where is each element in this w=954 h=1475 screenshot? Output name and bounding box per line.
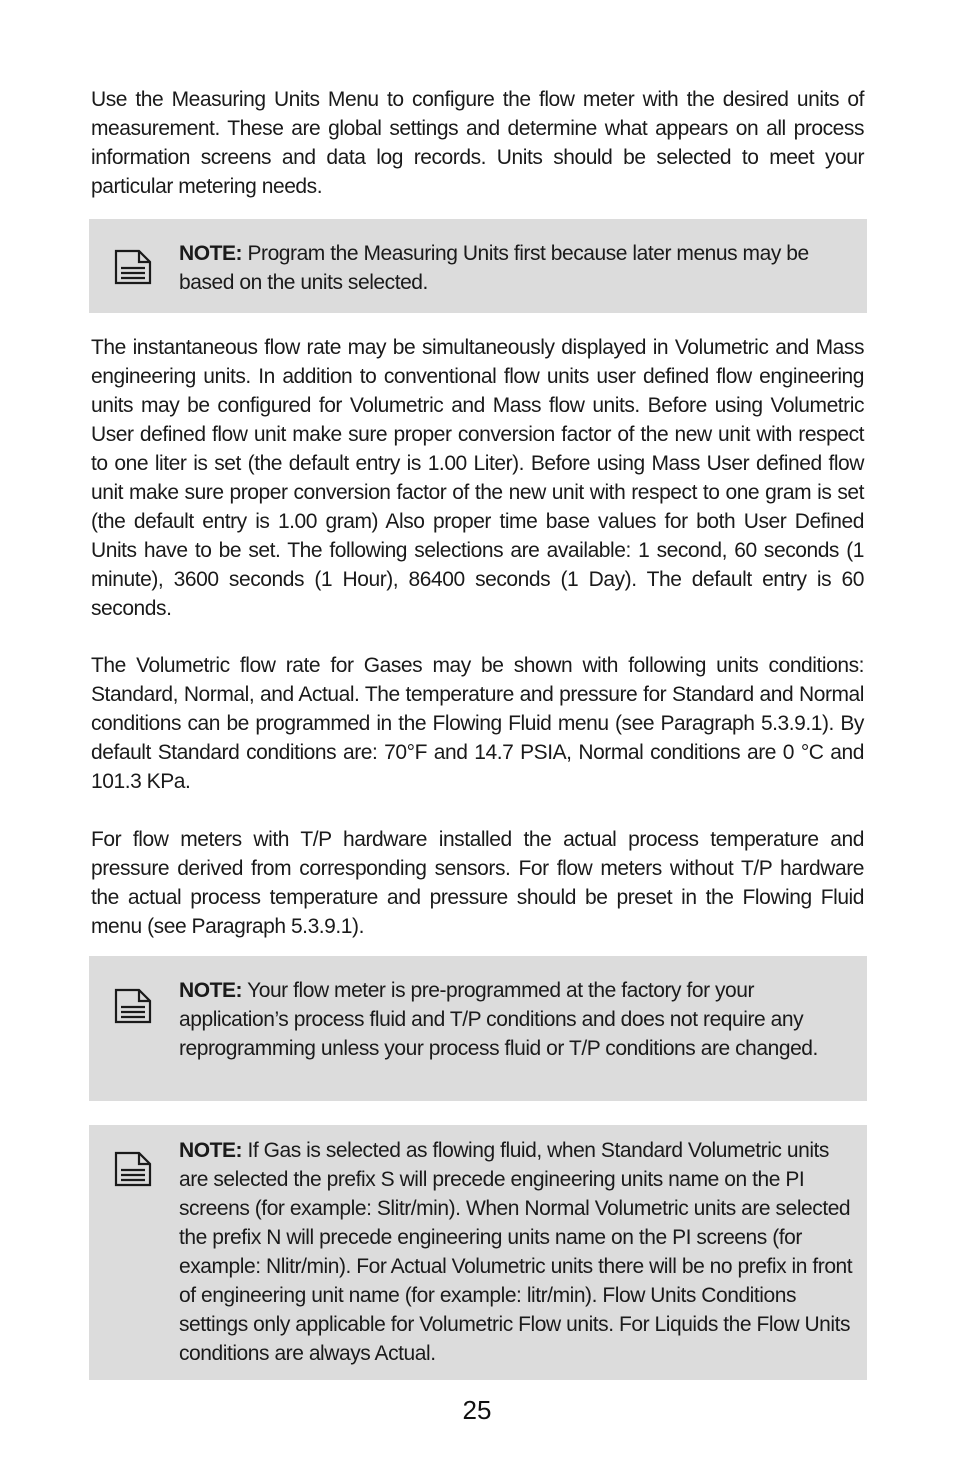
note-box	[89, 956, 867, 1101]
note-text	[179, 239, 857, 297]
note-body: Your flow meter is pre-programmed at the factory for your application’s process fluid and T/P conditions and does not require any reprogramming unless your process fluid or T/P conditions are changed.	[179, 979, 818, 1060]
body-paragraph: The instantaneous flow rate may be simultaneously displayed in Volumetric and Mass engineering units. In addition to conventional flow units user defined flow engineering units may be configured for Volumetric and Mass flow units. Before using Volumetric User defined flow unit make sure proper conversion factor of the new unit with respect to one liter is set (the default entry is 1.00 Liter). Before using Mass User defined flow unit make sure proper conversion factor of the new unit with respect to one gram is set (the default entry is 1.00 gram) Also proper time base values for both User Defined Units have to be set. The following selections are available: 1 second, 60 seconds (1 minute), 3600 seconds (1 Hour), 86400 seconds (1 Day). The default entry is 60 seconds.	[91, 336, 864, 620]
note-icon	[113, 247, 153, 287]
note-box	[89, 219, 867, 313]
page-number: 25	[462, 1395, 492, 1425]
note-icon	[113, 986, 153, 1026]
note-label: NOTE:	[179, 1139, 243, 1162]
body-paragraph: The Volumetric flow rate for Gases may be shown with following units conditions: Standard, Normal, and Actual. The temperature and pressure for Standard and Normal conditions can be programmed in the Flowing Fluid menu (see Paragraph 5.3.9.1). By default Standard conditions are: 70°F and 14.7 PSIA, Normal conditions are 0 °C and 101.3 KPa.	[91, 654, 864, 793]
note-icon	[113, 1149, 153, 1189]
intro-paragraph: Use the Measuring Units Menu to configure the flow meter with the desired units of measurement. These are global settings and determine what appears on all process information screens and data log records. Units should be selected to meet your particular metering needs.	[91, 88, 864, 198]
body-paragraph: For flow meters with T/P hardware installed the actual process temperature and pressure derived from corresponding sensors. For flow meters without T/P hardware the actual process temperature and pressure should be preset in the Flowing Fluid menu (see Paragraph 5.3.9.1).	[91, 828, 864, 938]
note-body: Program the Measuring Units first because later menus may be based on the units selected.	[179, 242, 809, 294]
note-text	[179, 1136, 857, 1368]
note-label: NOTE:	[179, 979, 243, 1002]
note-body: If Gas is selected as flowing fluid, when Standard Volumetric units are selected the prefix S will precede engineering units name on the PI screens (for example: Slitr/min). When Normal Volumetric units are selected the prefix N will precede engineering units name on the PI screens (for example: Nlitr/min). For Actual Volumetric units there will be no prefix in front of engineering unit name (for example: litr/min). Flow Units Conditions settings only applicable for Volumetric Flow units. For Liquids the Flow Units conditions are always Actual.	[179, 1139, 853, 1365]
note-label: NOTE:	[179, 242, 243, 265]
note-text	[179, 976, 857, 1063]
note-box	[89, 1125, 867, 1380]
